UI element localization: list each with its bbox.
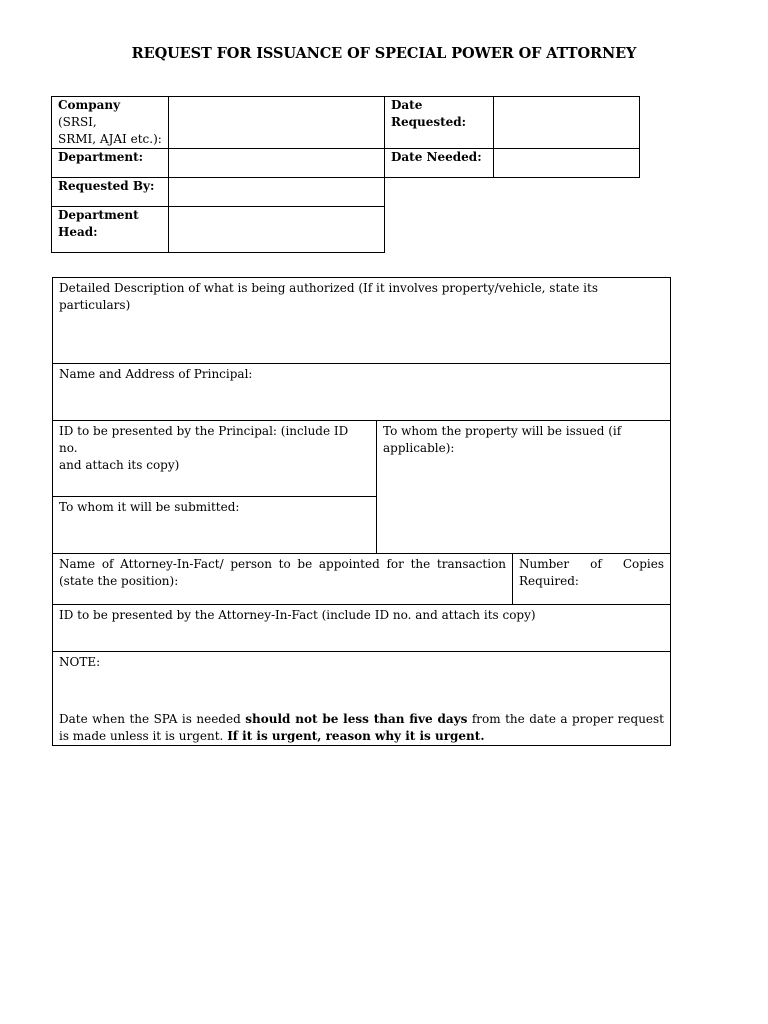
attorney-name-label-2: (state the position): bbox=[59, 574, 179, 588]
date-requested-label-2: Requested: bbox=[391, 115, 467, 129]
company-label: Company bbox=[58, 98, 121, 112]
department-head-label-cell bbox=[52, 207, 169, 253]
principal-field[interactable] bbox=[53, 364, 671, 421]
department-head-label-2: Head: bbox=[58, 225, 98, 239]
principal-label: Name and Address of Principal: bbox=[59, 367, 253, 381]
principal-id-label-1: ID to be presented by the Principal: (include ID no. bbox=[59, 424, 349, 455]
submitted-to-label: To whom it will be submitted: bbox=[59, 500, 240, 514]
attorney-id-label: ID to be presented by the Attorney-In-Fact (include ID no. and attach its copy) bbox=[59, 608, 536, 622]
attorney-id-field[interactable] bbox=[53, 605, 671, 652]
department-head-field[interactable] bbox=[169, 207, 385, 253]
property-recipient-field[interactable] bbox=[377, 421, 671, 554]
company-hint-2: SRMI, AJAI etc.): bbox=[58, 132, 162, 146]
note-text-1: Date when the SPA is needed bbox=[59, 712, 246, 726]
principal-id-label-2: and attach its copy) bbox=[59, 458, 180, 472]
copies-label-1: Number of Copies bbox=[519, 557, 665, 571]
copies-field[interactable] bbox=[513, 554, 671, 605]
description-label: Detailed Description of what is being authorized (If it involves property/vehicle, state its particulars) bbox=[59, 281, 598, 312]
date-requested-label-1: Date bbox=[391, 98, 423, 112]
department-field[interactable] bbox=[169, 149, 385, 178]
note-box bbox=[53, 652, 671, 746]
note-text bbox=[59, 711, 664, 745]
date-requested-label-cell bbox=[385, 97, 494, 149]
description-field[interactable] bbox=[53, 278, 671, 364]
property-recipient-label-1: To whom the property will be issued (if bbox=[383, 424, 622, 438]
note-bold-2: If it is urgent, reason why it is urgent. bbox=[227, 729, 485, 743]
requested-by-field[interactable] bbox=[169, 178, 385, 207]
company-label-cell bbox=[52, 97, 169, 149]
empty-area bbox=[385, 207, 640, 253]
empty-area bbox=[385, 178, 640, 207]
copies-label-2: Required: bbox=[519, 574, 579, 588]
date-requested-field[interactable] bbox=[494, 97, 640, 149]
department-head-label-1: Department bbox=[58, 208, 139, 222]
note-label: NOTE: bbox=[59, 655, 101, 669]
date-needed-field[interactable] bbox=[494, 149, 640, 178]
note-text-2: from the date a proper request is made unless it is urgent. bbox=[59, 712, 665, 743]
page-title: REQUEST FOR ISSUANCE OF SPECIAL POWER OF ATTORNEY bbox=[131, 45, 637, 62]
details-form-table bbox=[52, 277, 671, 746]
header-form-table bbox=[51, 96, 640, 253]
property-recipient-label-2: applicable): bbox=[383, 441, 455, 455]
attorney-name-label-1: Name of Attorney-In-Fact/ person to be appointed for the transaction bbox=[59, 557, 506, 571]
date-needed-label: Date Needed: bbox=[385, 149, 494, 178]
company-field[interactable] bbox=[169, 97, 385, 149]
principal-id-field[interactable] bbox=[53, 421, 377, 497]
requested-by-label: Requested By: bbox=[52, 178, 169, 207]
attorney-name-field[interactable] bbox=[53, 554, 513, 605]
department-label: Department: bbox=[52, 149, 169, 178]
submitted-to-field[interactable] bbox=[53, 497, 377, 554]
note-bold-1: should not be less than five days bbox=[245, 712, 468, 726]
company-hint-1: (SRSI, bbox=[58, 115, 97, 129]
